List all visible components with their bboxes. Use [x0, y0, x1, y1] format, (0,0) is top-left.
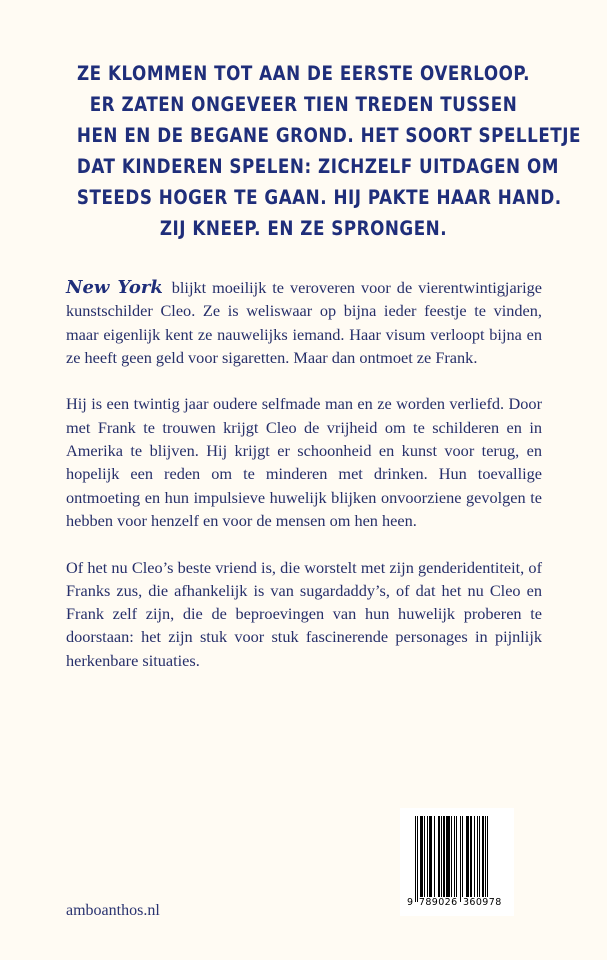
- pull-quote-line: ZIJ KNEEP. EN ZE SPRONGEN.: [159, 217, 448, 240]
- pull-quote-line: STEEDS HOGER TE GAAN. HIJ PAKTE HAAR HAND.: [76, 186, 562, 209]
- blurb-paragraph-text: blijkt moeilijk te veroveren voor de vierentwintigjarige kunstschilder Cleo. Ze is weliswaar op bijna ieder feestje te vinden, maar eigenlijk kent ze nauwelijks iemand. Haar visum verloopt bijna en ze heeft geen geld voor sigaretten. Maar dan ontmoet ze Frank.: [66, 278, 542, 367]
- blurb: [66, 276, 542, 695]
- isbn-number: [406, 897, 510, 908]
- isbn-digit-group-2: 360978: [462, 897, 502, 908]
- pull-quote-line: ER ZATEN ONGEVEER TIEN TREDEN TUSSEN: [89, 93, 518, 116]
- barcode-bars: [415, 816, 504, 902]
- pull-quote-line: DAT KINDEREN SPELEN: ZICHZELF UITDAGEN OM: [76, 155, 559, 178]
- pull-quote-line: HEN EN DE BEGANE GROND. HET SOORT SPELLETJE: [76, 124, 581, 147]
- pull-quote-line: ZE KLOMMEN TOT AAN DE EERSTE OVERLOOP.: [76, 62, 531, 85]
- publisher-url: amboanthos.nl: [66, 902, 160, 919]
- isbn-digit-first: 9: [407, 897, 414, 908]
- title-word: New York: [66, 277, 163, 298]
- pull-quote: [76, 58, 581, 244]
- isbn-digit-group-1: 789026: [418, 897, 458, 908]
- blurb-paragraph: Of het nu Cleo’s beste vriend is, die worstelt met zijn genderidentiteit, of Franks zus, die afhankelijk is van sugardaddy’s, of dat het nu Cleo en Frank zelf zijn, die de beproevingen van hun huwelijk proberen te doorstaan: het zijn stuk voor stuk fascinerende personages in pijnlijk herkenbare situaties.: [66, 557, 542, 670]
- isbn-barcode: [400, 808, 514, 916]
- blurb-paragraph: Hij is een twintig jaar oudere selfmade man en ze worden verliefd. Door met Frank te trouwen krijgt Cleo de vrijheid om te schilderen en in Amerika te blijven. Hij krijgt er schoonheid en kunst voor terug, en hopelijk een reden om te minderen met drinken. Hun toevallige ontmoeting en hun impulsieve huwelijk blijken onvoorziene gevolgen te hebben voor henzelf en voor de mensen om hen heen.: [66, 394, 542, 530]
- blurb-paragraph: [66, 276, 542, 369]
